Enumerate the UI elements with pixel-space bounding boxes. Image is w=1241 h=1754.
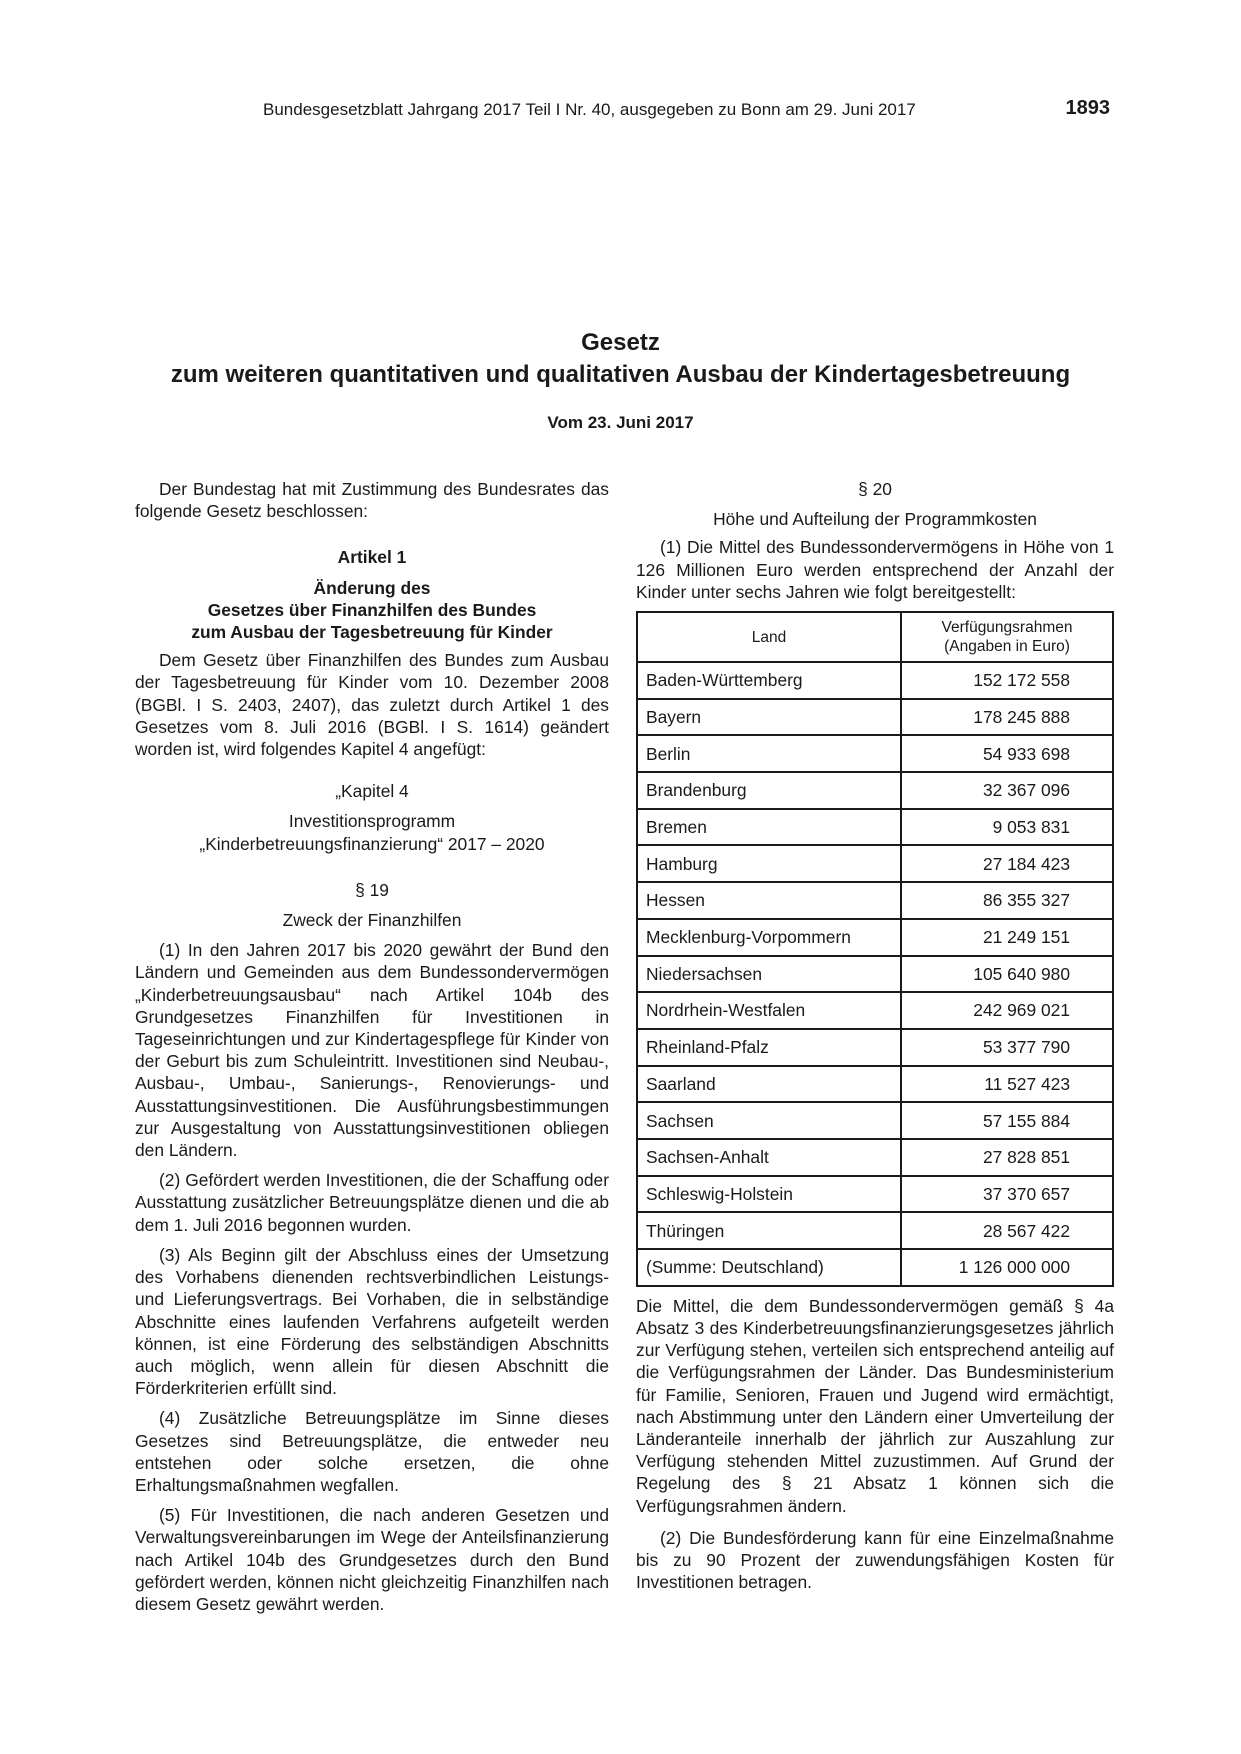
table-row	[637, 882, 1113, 919]
cell-amount: 53 377 790	[901, 1029, 1113, 1066]
kapitel-title-line2: „Kinderbetreuungsfinanzierung“ 2017 – 2020	[199, 833, 545, 854]
page-header	[0, 97, 1241, 124]
table-row	[637, 1139, 1113, 1176]
cell-amount: 57 155 884	[901, 1102, 1113, 1139]
artikel-title-line2: Gesetzes über Finanzhilfen des Bundes	[207, 599, 537, 620]
section-19-number: § 19	[355, 879, 389, 900]
cell-land: Schleswig-Holstein	[637, 1176, 901, 1213]
allocation-table	[636, 611, 1114, 1287]
preamble: Der Bundestag hat mit Zustimmung des Bundesrates das folgende Gesetz beschlossen:	[135, 479, 609, 522]
cell-amount: 21 249 151	[901, 919, 1113, 956]
cell-amount: 152 172 558	[901, 662, 1113, 699]
table-row	[637, 772, 1113, 809]
left-column	[135, 478, 609, 1615]
cell-land: Hessen	[637, 882, 901, 919]
table-row	[637, 845, 1113, 882]
cell-land: Sachsen	[637, 1102, 901, 1139]
amendment-text: Dem Gesetz über Finanzhilfen des Bundes zum Ausbau der Tagesbetreuung für Kinder vom 10. Dezember 2008 (BGBl. I S. 2403, 2407), das zuletzt durch Artikel 1 des Gesetzes vom 8. Juli 2016 (BGBl. I S. 1614) geändert worden ist, wird folgendes Kapitel 4 angefügt:	[135, 650, 609, 760]
table-row	[637, 992, 1113, 1029]
column-header-amount-line2: (Angaben in Euro)	[944, 638, 1070, 656]
section-19-title: Zweck der Finanzhilfen	[282, 910, 462, 931]
cell-amount: 37 370 657	[901, 1176, 1113, 1213]
cell-land: Saarland	[637, 1066, 901, 1103]
table-row	[637, 699, 1113, 736]
table-row	[637, 735, 1113, 772]
table-row	[637, 956, 1113, 993]
section-19-para-4: (4) Zusätzliche Betreuungsplätze im Sinne dieses Gesetzes sind Betreuungsplätze, die entweder neu entstehen oder solche ersetzen, die ohne Erhaltungsmaßnahmen wegfallen.	[135, 1408, 609, 1495]
artikel-title-line1: Änderung des	[313, 577, 431, 598]
table-row	[637, 1212, 1113, 1249]
gazette-header: Bundesgesetzblatt Jahrgang 2017 Teil I Nr. 40, ausgegeben zu Bonn am 29. Juni 2017	[263, 100, 916, 119]
cell-amount: 9 053 831	[901, 809, 1113, 846]
cell-land: Berlin	[637, 735, 901, 772]
section-20-number: § 20	[858, 479, 892, 499]
right-column	[636, 478, 1114, 1593]
section-19-para-3: (3) Als Beginn gilt der Abschluss eines der Umsetzung des Vorhabens dienenden rechtsverbindlichen Leistungs- und Lieferungsvertrags. Bei Vorhaben, die in selbständige Abschnitte eines laufenden Verfahrens aufgeteilt werden können, ist eine Förderung des selbständigen Abschnitts auch möglich, wenn allein für diesen Abschnitt die Förderkriterien erfüllt sind.	[135, 1244, 609, 1399]
law-title-line2: zum weiteren quantitativen und qualitativen Ausbau der Kindertagesbetreuung	[170, 361, 1071, 388]
table-row	[637, 1176, 1113, 1213]
cell-amount: 11 527 423	[901, 1066, 1113, 1103]
cell-land: Thüringen	[637, 1212, 901, 1249]
cell-amount: 27 184 423	[901, 845, 1113, 882]
table-row	[637, 919, 1113, 956]
cell-land: Sachsen-Anhalt	[637, 1139, 901, 1176]
table-row	[637, 662, 1113, 699]
law-title	[0, 327, 1241, 391]
cell-amount: 105 640 980	[901, 956, 1113, 993]
table-row	[637, 1066, 1113, 1103]
column-header-land: Land	[637, 612, 901, 662]
cell-land: Mecklenburg-Vorpommern	[637, 919, 901, 956]
artikel-title-line3: zum Ausbau der Tagesbetreuung für Kinder	[191, 622, 553, 643]
page-number: 1893	[1065, 97, 1110, 119]
artikel-heading: Artikel 1	[337, 547, 407, 568]
cell-land: Rheinland-Pfalz	[637, 1029, 901, 1066]
section-19-para-5: (5) Für Investitionen, die nach anderen Gesetzen und Verwaltungsvereinbarungen im Wege der Anteilsfinanzierung nach Artikel 104b des Grundgesetzes durch den Bund gefördert werden, können nicht gleichzeitig Finanzhilfen nach diesem Gesetz gewährt werden.	[135, 1505, 609, 1614]
table-row	[637, 1249, 1113, 1286]
cell-land: Bremen	[637, 809, 901, 846]
after-table-text: Die Mittel, die dem Bundessondervermögen gemäß § 4a Absatz 3 des Kinderbetreuungsfinanzierungsgesetzes jährlich zur Verfügung stehen, verteilen sich entsprechend anteilig auf die Verfügungsrahmen der Länder. Das Bundesministerium für Familie, Senioren, Frauen und Jugend wird ermächtigt, nach Abstimmung unter den Ländern einer Umverteilung der Länderanteile innerhalb der jährlich zur Auszahlung zur Verfügung stehenden Mittel zuzustimmen. Auf Grund der Regelung des § 21 Absatz 1 können sich die Verfügungsrahmen ändern.	[636, 1295, 1114, 1516]
law-date: Vom 23. Juni 2017	[547, 413, 694, 432]
cell-land: Baden-Württemberg	[637, 662, 901, 699]
kapitel-heading: „Kapitel 4	[335, 781, 409, 802]
cell-land: Bayern	[637, 699, 901, 736]
cell-amount: 32 367 096	[901, 772, 1113, 809]
column-header-amount-line1: Verfügungsrahmen	[941, 619, 1073, 637]
cell-amount: 242 969 021	[901, 992, 1113, 1029]
table-row	[637, 1029, 1113, 1066]
section-20-para-1: (1) Die Mittel des Bundessondervermögens in Höhe von 1 126 Millionen Euro werden entsprechend der Anzahl der Kinder unter sechs Jahren wie folgt bereitgestellt:	[636, 537, 1114, 602]
cell-amount: 28 567 422	[901, 1212, 1113, 1249]
allocation-table-body	[637, 662, 1113, 1286]
law-title-line1: Gesetz	[581, 329, 660, 356]
cell-amount: 1 126 000 000	[901, 1249, 1113, 1286]
cell-amount: 178 245 888	[901, 699, 1113, 736]
section-19-para-2: (2) Gefördert werden Investitionen, die der Schaffung oder Ausstattung zusätzlicher Betreuungsplätze dienen und die ab dem 1. Juli 2016 begonnen wurden.	[135, 1170, 609, 1235]
cell-land: Nordrhein-Westfalen	[637, 992, 901, 1029]
table-row	[637, 1102, 1113, 1139]
section-20-para-2: (2) Die Bundesförderung kann für eine Einzelmaßnahme bis zu 90 Prozent der zuwendungsfähigen Kosten für Investitionen betragen.	[636, 1527, 1114, 1593]
table-row	[637, 809, 1113, 846]
cell-amount: 27 828 851	[901, 1139, 1113, 1176]
cell-land: Hamburg	[637, 845, 901, 882]
section-20-title: Höhe und Aufteilung der Programmkosten	[713, 509, 1037, 530]
table-header-row	[637, 612, 1113, 662]
section-19-para-1: (1) In den Jahren 2017 bis 2020 gewährt der Bund den Ländern und Gemeinden aus dem Bundessondervermögen „Kinderbetreuungsausbau“ nach Artikel 104b des Grundgesetzes Finanzhilfen für Investitionen in Tageseinrichtungen und zur Kindertagespflege für Kinder von der Geburt bis zum Schuleintritt. Investitionen sind Neubau-, Ausbau-, Umbau-, Sanierungs-, Renovierungs- und Ausstattungsinvestitionen. Die Ausführungsbestimmungen zur Ausgestaltung von Ausstattungsinvestitionen obliegen den Ländern.	[135, 940, 609, 1161]
cell-amount: 54 933 698	[901, 735, 1113, 772]
cell-land: Niedersachsen	[637, 956, 901, 993]
cell-land: (Summe: Deutschland)	[637, 1249, 901, 1286]
column-header-amount	[901, 612, 1113, 662]
cell-land: Brandenburg	[637, 772, 901, 809]
kapitel-title-line1: Investitionsprogramm	[288, 811, 456, 832]
cell-amount: 86 355 327	[901, 882, 1113, 919]
